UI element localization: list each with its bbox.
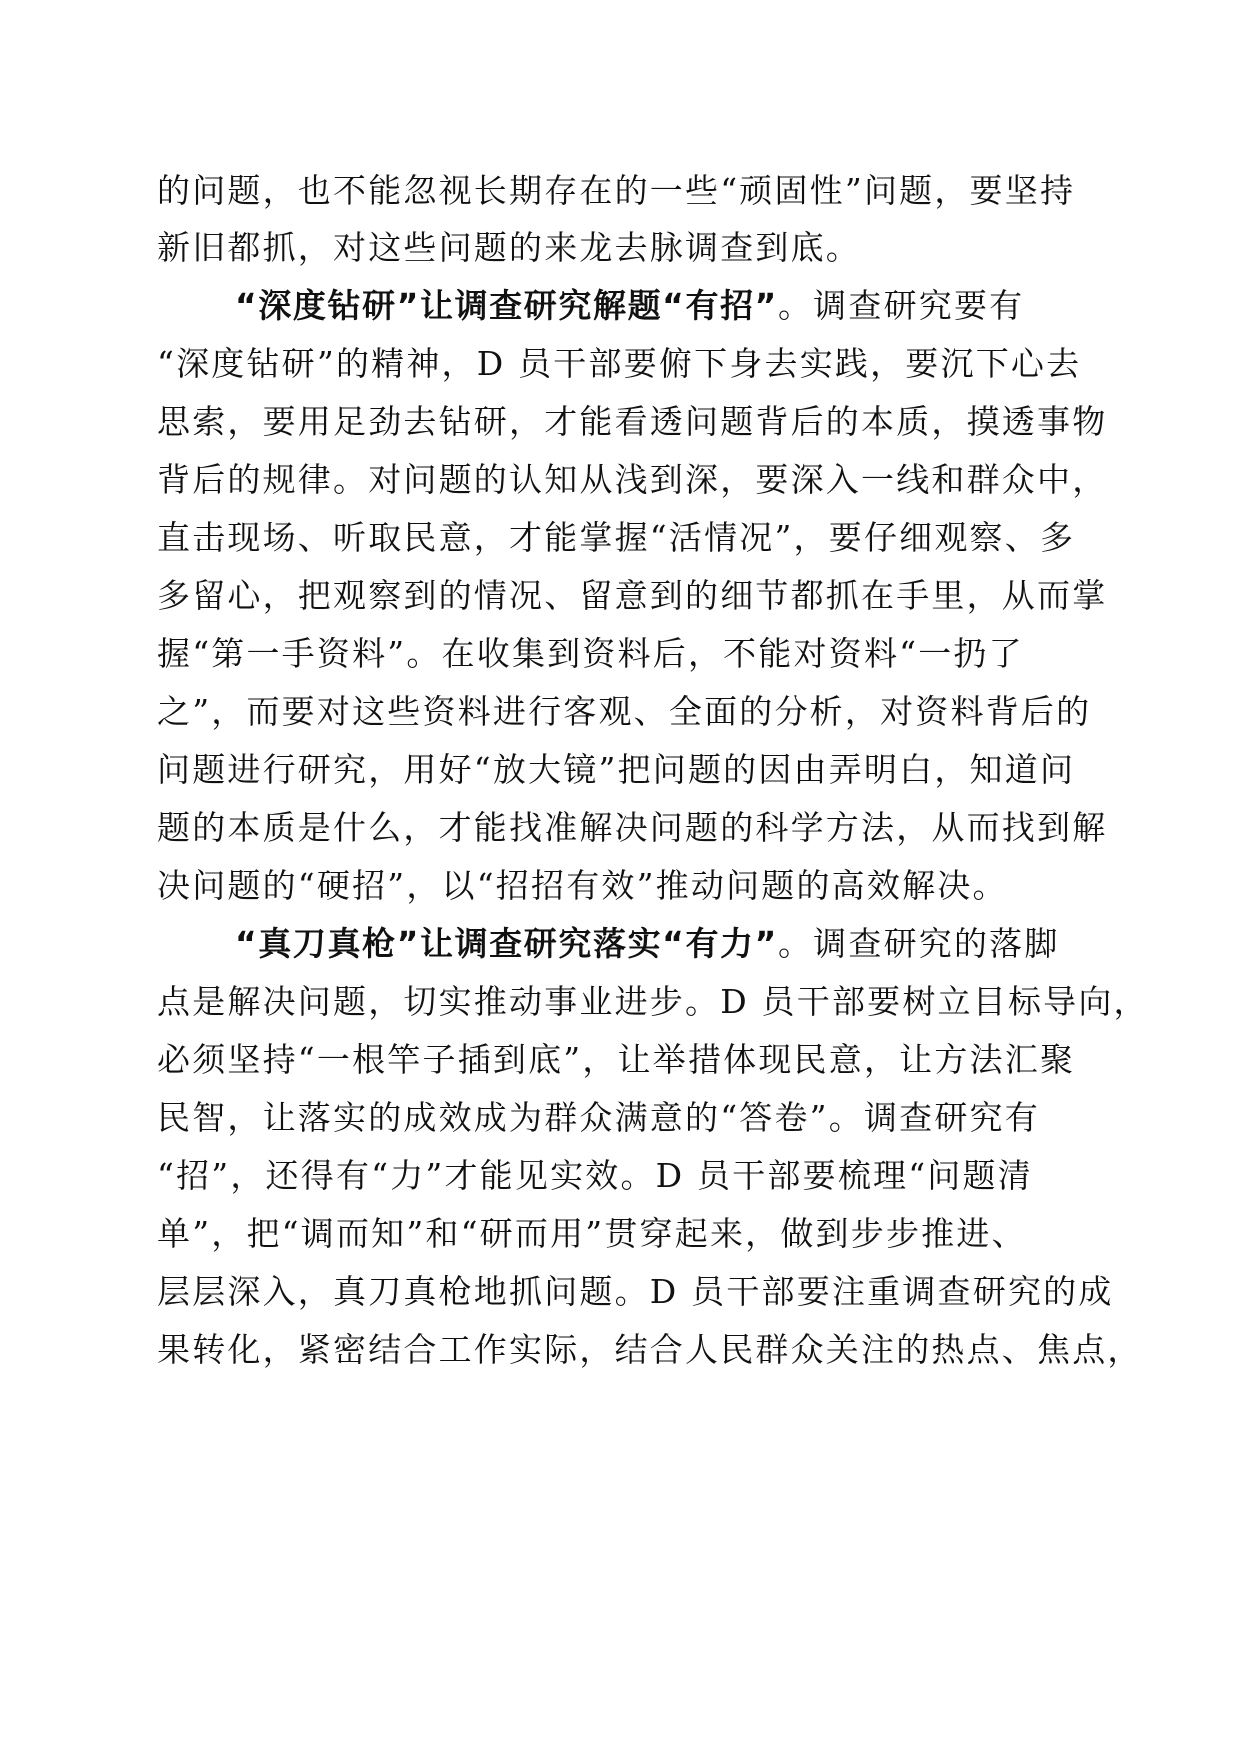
paragraph-line: 背后的规律。对问题的认知从浅到深，要深入一线和群众中， (157, 460, 1108, 499)
section-heading-line (235, 919, 1075, 969)
paragraph-line: 之”，而要对这些资料进行客观、全面的分析，对资料背后的 (157, 692, 1092, 731)
paragraph-text: 。调查研究要有 (777, 286, 1025, 325)
paragraph-line: “深度钻研”的精神，D 员干部要俯下身去实践，要沉下心去 (157, 344, 1082, 383)
paragraph-line: 问题进行研究，用好“放大镜”把问题的因由弄明白，知道问 (157, 750, 1076, 789)
paragraph-line: 层层深入，真刀真枪地抓问题。D 员干部要注重调查研究的成 (157, 1272, 1114, 1311)
paragraph-line: 直击现场、听取民意，才能掌握“活情况”，要仔细观察、多 (157, 518, 1076, 557)
paragraph-line: “招”，还得有“力”才能见实效。D 员干部要梳理“问题清 (157, 1156, 1033, 1195)
paragraph-line: 新旧都抓，对这些问题的来龙去脉调查到底。 (157, 228, 861, 267)
paragraph-line: 必须坚持“一根竿子插到底”，让举措体现民意，让方法汇聚 (157, 1040, 1076, 1079)
section-heading-line (235, 281, 1075, 331)
paragraph-line: 思索，要用足劲去钻研，才能看透问题背后的本质，摸透事物 (157, 402, 1108, 441)
paragraph-line: 握“第一手资料”。在收集到资料后，不能对资料“一扔了 (157, 634, 1024, 673)
paragraph-line: 民智，让落实的成效成为群众满意的“答卷”。调查研究有 (157, 1098, 1040, 1137)
paragraph-line: 单”，把“调而知”和“研而用”贯穿起来，做到步步推进、 (157, 1214, 1027, 1253)
paragraph-text: 。调查研究的落脚 (777, 924, 1060, 963)
paragraph-line: 的问题，也不能忽视长期存在的一些“顽固性”问题，要坚持 (157, 171, 1076, 210)
paragraph-line: 多留心，把观察到的情况、留意到的细节都抓在手里，从而掌 (157, 576, 1108, 615)
paragraph-line: 点是解决问题，切实推动事业进步。D 员干部要树立目标导向， (157, 982, 1149, 1021)
section-heading: “真刀真枪”让调查研究落实“有力” (235, 924, 778, 963)
paragraph-line: 题的本质是什么，才能找准解决问题的科学方法，从而找到解 (157, 808, 1108, 847)
paragraph-line: 决问题的“硬招”，以“招招有效”推动问题的高效解决。 (157, 866, 1008, 905)
section-heading: “深度钻研”让调查研究解题“有招” (235, 286, 778, 325)
paragraph-line: 果转化，紧密结合工作实际，结合人民群众关注的热点、焦点， (157, 1330, 1143, 1369)
